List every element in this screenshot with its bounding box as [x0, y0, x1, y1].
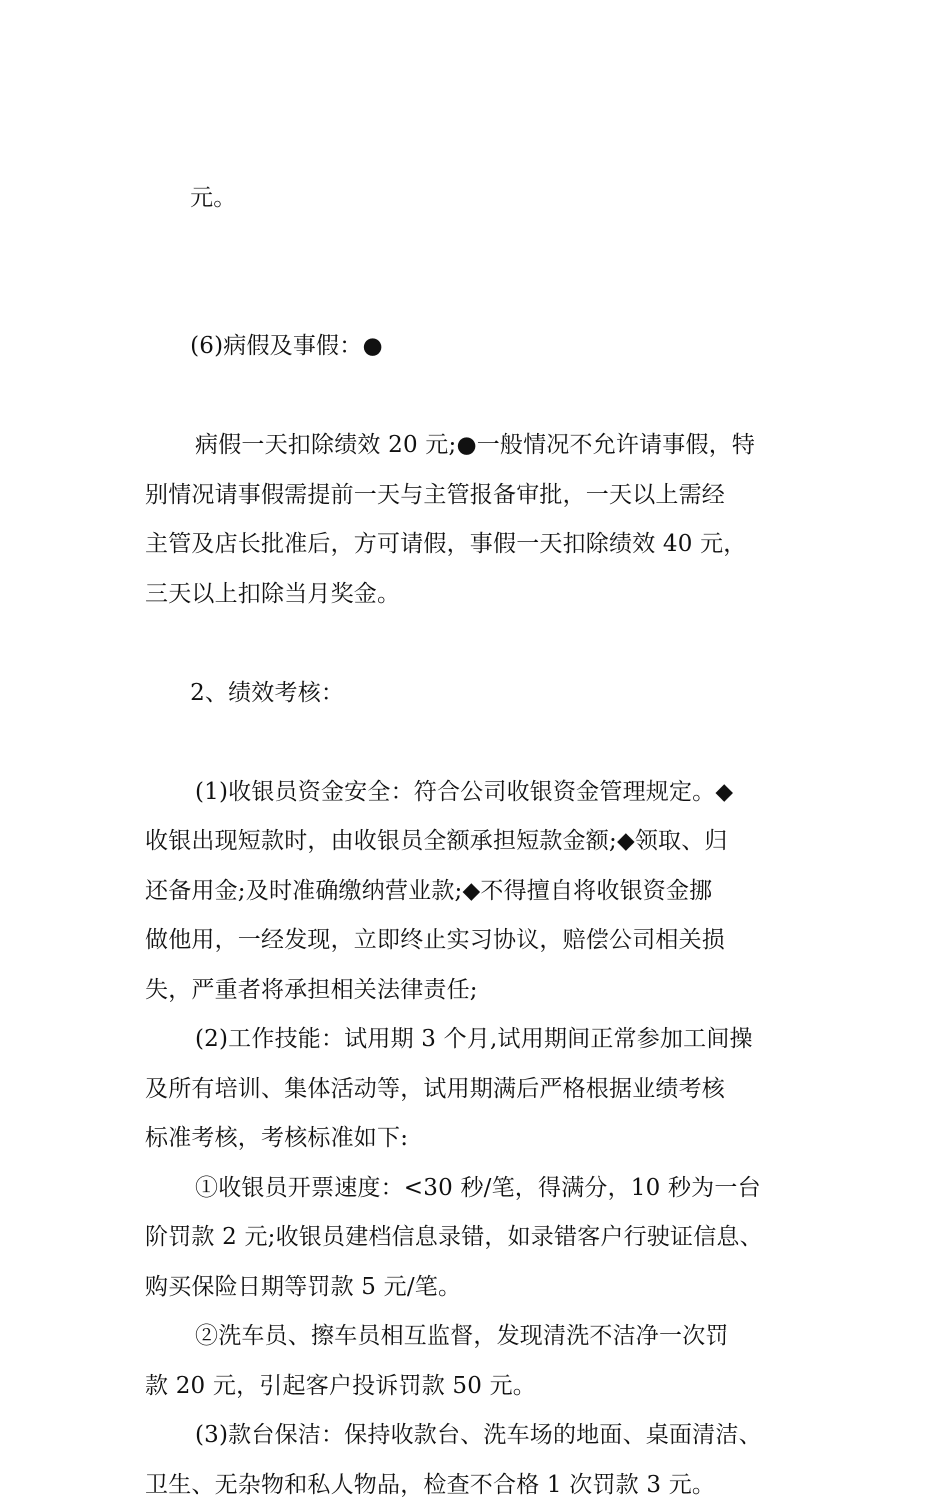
- text-line: (3)款台保洁：保持收款台、洗车场的地面、桌面清洁、: [195, 1422, 762, 1448]
- paragraph: [145, 273, 835, 422]
- text-line: 卫生、无杂物和私人物品，检查不合格 1 次罚款 3 元。: [145, 1471, 716, 1498]
- paragraph: [145, 124, 835, 273]
- text-line: 2、绩效考核：: [190, 679, 345, 706]
- text-line: 做他用，一经发现，立即终止实习协议，赔偿公司相关损: [145, 927, 725, 953]
- paragraph: [145, 1015, 835, 1164]
- document-body: [145, 124, 835, 1510]
- paragraph: [145, 421, 835, 619]
- text-line: ①收银员开票速度：<30 秒/笔，得满分，10 秒为一台: [195, 1174, 761, 1201]
- text-line: (6)病假及事假：●: [190, 333, 383, 359]
- paragraph: [145, 1411, 835, 1510]
- text-line: 收银出现短款时，由收银员全额承担短款金额;◆领取、归: [145, 828, 728, 854]
- text-line: 三天以上扣除当月奖金。: [145, 580, 401, 607]
- text-line: 主管及店长批准后，方可请假，事假一天扣除绩效 40 元，: [145, 531, 747, 557]
- text-line: (1)收银员资金安全：符合公司收银资金管理规定。◆: [195, 778, 734, 805]
- text-line: 款 20 元，引起客户投诉罚款 50 元。: [145, 1372, 536, 1399]
- text-line: 元。: [190, 184, 237, 211]
- paragraph: [145, 1164, 835, 1313]
- text-line: 标准考核，考核标准如下:: [145, 1125, 409, 1151]
- paragraph: [145, 1312, 835, 1411]
- text-line: 失，严重者将承担相关法律责任;: [145, 976, 478, 1003]
- text-line: 及所有培训、集体活动等，试用期满后严格根据业绩考核: [145, 1075, 725, 1102]
- text-line: ②洗车员、擦车员相互监督，发现清洗不洁净一次罚: [195, 1323, 729, 1349]
- paragraph: [145, 768, 835, 1016]
- text-line: 阶罚款 2 元;收银员建档信息录错，如录错客户行驶证信息、: [145, 1224, 763, 1250]
- text-line: 购买保险日期等罚款 5 元/笔。: [145, 1273, 462, 1300]
- text-line: 别情况请事假需提前一天与主管报备审批，一天以上需经: [145, 481, 725, 508]
- text-line: 还备用金;及时准确缴纳营业款;◆不得擅自将收银资金挪: [145, 877, 713, 904]
- section-heading: [145, 619, 835, 768]
- text-line: (2)工作技能：试用期 3 个月,试用期间正常参加工间操: [195, 1026, 753, 1052]
- text-line: 病假一天扣除绩效 20 元;●一般情况不允许请事假，特: [195, 432, 756, 458]
